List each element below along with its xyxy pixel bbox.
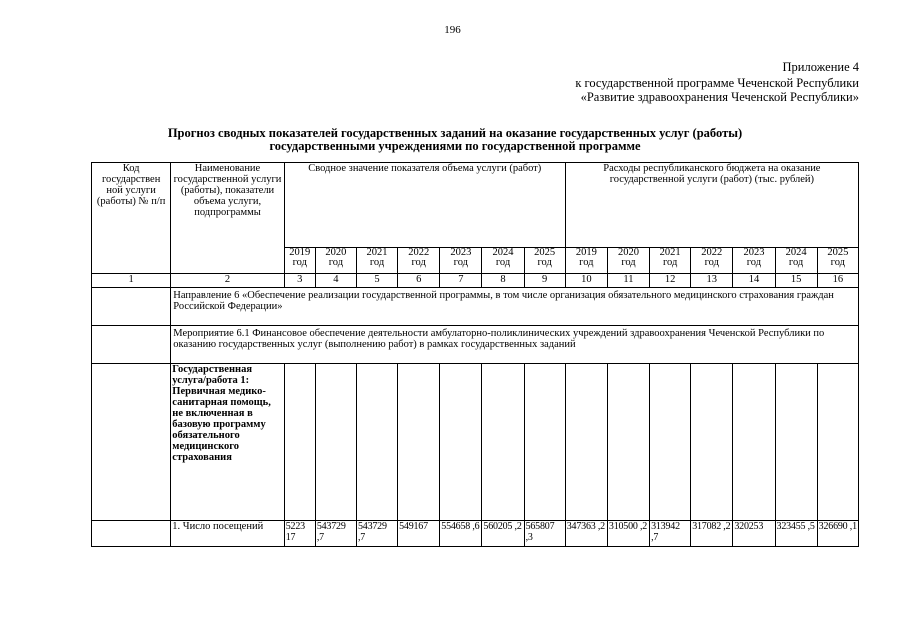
empty-cell — [565, 364, 607, 521]
year-header: 2019 год — [284, 248, 315, 274]
indicator-value: 317082 ,2 — [691, 521, 733, 547]
indicator-value: 347363 ,2 — [565, 521, 607, 547]
measure-code-cell — [92, 326, 171, 364]
column-number: 13 — [691, 274, 733, 288]
direction-text: Направление 6 «Обеспечение реализации государственной программы, в том числе организация обязательного медицинского страхования граждан Российской Федерации» — [171, 288, 859, 326]
header-volume: Сводное значение показателя объема услуги (работ) — [284, 163, 565, 248]
page-number: 196 — [444, 24, 461, 36]
column-number: 1 — [92, 274, 171, 288]
year-header: 2024 год — [775, 248, 817, 274]
direction-row — [92, 288, 859, 326]
indicator-value: 554658 ,6 — [440, 521, 482, 547]
header-budget: Расходы республиканского бюджета на оказание государственной услуги (работ) (тыс. рублей) — [565, 163, 858, 248]
column-number: 12 — [650, 274, 691, 288]
empty-cell — [650, 364, 691, 521]
indicator-code-cell — [92, 521, 171, 547]
header-name: Наименование государственной услуги (работы), показатели объема услуги, подпрограммы — [171, 163, 284, 274]
indicator-name: 1. Число посещений — [171, 521, 284, 547]
column-number: 7 — [440, 274, 482, 288]
document-title-line2: государственными учреждениями по государственной программе — [269, 139, 641, 153]
appendix-header — [575, 60, 859, 104]
column-number: 6 — [398, 274, 440, 288]
empty-cell — [733, 364, 775, 521]
indicator-value: 310500 ,2 — [607, 521, 649, 547]
empty-cell — [691, 364, 733, 521]
column-number: 9 — [524, 274, 565, 288]
year-header: 2025 год — [817, 248, 858, 274]
empty-cell — [607, 364, 649, 521]
indicator-value: 323455 ,5 — [775, 521, 817, 547]
indicator-value: 560205 ,2 — [482, 521, 524, 547]
year-header: 2023 год — [733, 248, 775, 274]
indicator-value: 549167 — [398, 521, 440, 547]
header-row — [92, 163, 859, 248]
indicator-value: 326690 ,1 — [817, 521, 858, 547]
appendix-program-line: к государственной программе Чеченской Республики — [575, 76, 859, 90]
column-number: 8 — [482, 274, 524, 288]
column-number: 15 — [775, 274, 817, 288]
year-header: 2022 год — [691, 248, 733, 274]
column-number-row — [92, 274, 859, 288]
empty-cell — [440, 364, 482, 521]
indicator-value: 5223 17 — [284, 521, 315, 547]
indicator-row — [92, 521, 859, 547]
measure-row — [92, 326, 859, 364]
indicator-value: 313942 ,7 — [650, 521, 691, 547]
empty-cell — [356, 364, 397, 521]
forecast-table — [91, 162, 859, 547]
header-code: Код государствен ной услуги (работы) № п/п — [92, 163, 171, 274]
column-number: 14 — [733, 274, 775, 288]
indicator-value: 543729 ,7 — [356, 521, 397, 547]
service-code-cell — [92, 364, 171, 521]
indicator-value: 320253 — [733, 521, 775, 547]
service-row — [92, 364, 859, 521]
year-header: 2020 год — [315, 248, 356, 274]
year-header: 2021 год — [650, 248, 691, 274]
year-header: 2021 год — [356, 248, 397, 274]
empty-cell — [524, 364, 565, 521]
column-number: 5 — [356, 274, 397, 288]
column-number: 4 — [315, 274, 356, 288]
appendix-number: Приложение 4 — [782, 60, 859, 74]
document-title-line1: Прогноз сводных показателей государственных заданий на оказание государственных услуг (работы) — [167, 126, 743, 140]
document-title — [60, 127, 850, 153]
year-header: 2024 год — [482, 248, 524, 274]
indicator-value: 565807 ,3 — [524, 521, 565, 547]
year-header: 2020 год — [607, 248, 649, 274]
direction-code-cell — [92, 288, 171, 326]
appendix-program-name: «Развитие здравоохранения Чеченской Республики» — [580, 90, 859, 104]
year-header: 2025 год — [524, 248, 565, 274]
year-header: 2022 год — [398, 248, 440, 274]
indicator-value: 543729 ,7 — [315, 521, 356, 547]
column-number: 3 — [284, 274, 315, 288]
empty-cell — [817, 364, 858, 521]
measure-text: Мероприятие 6.1 Финансовое обеспечение деятельности амбулаторно-поликлинических учреждений здравоохранения Чеченской Республики по оказанию государственных услуг (выполнению работ) в рамках государственных заданий — [171, 326, 859, 364]
empty-cell — [482, 364, 524, 521]
empty-cell — [398, 364, 440, 521]
service-title: Государственная услуга/работа 1: Первичная медико-санитарная помощь, не включенная в базовую программу обязательного медицинского страхования — [171, 364, 284, 521]
year-header: 2019 год — [565, 248, 607, 274]
year-header: 2023 год — [440, 248, 482, 274]
empty-cell — [315, 364, 356, 521]
empty-cell — [284, 364, 315, 521]
column-number: 16 — [817, 274, 858, 288]
column-number: 10 — [565, 274, 607, 288]
empty-cell — [775, 364, 817, 521]
column-number: 11 — [607, 274, 649, 288]
column-number: 2 — [171, 274, 284, 288]
